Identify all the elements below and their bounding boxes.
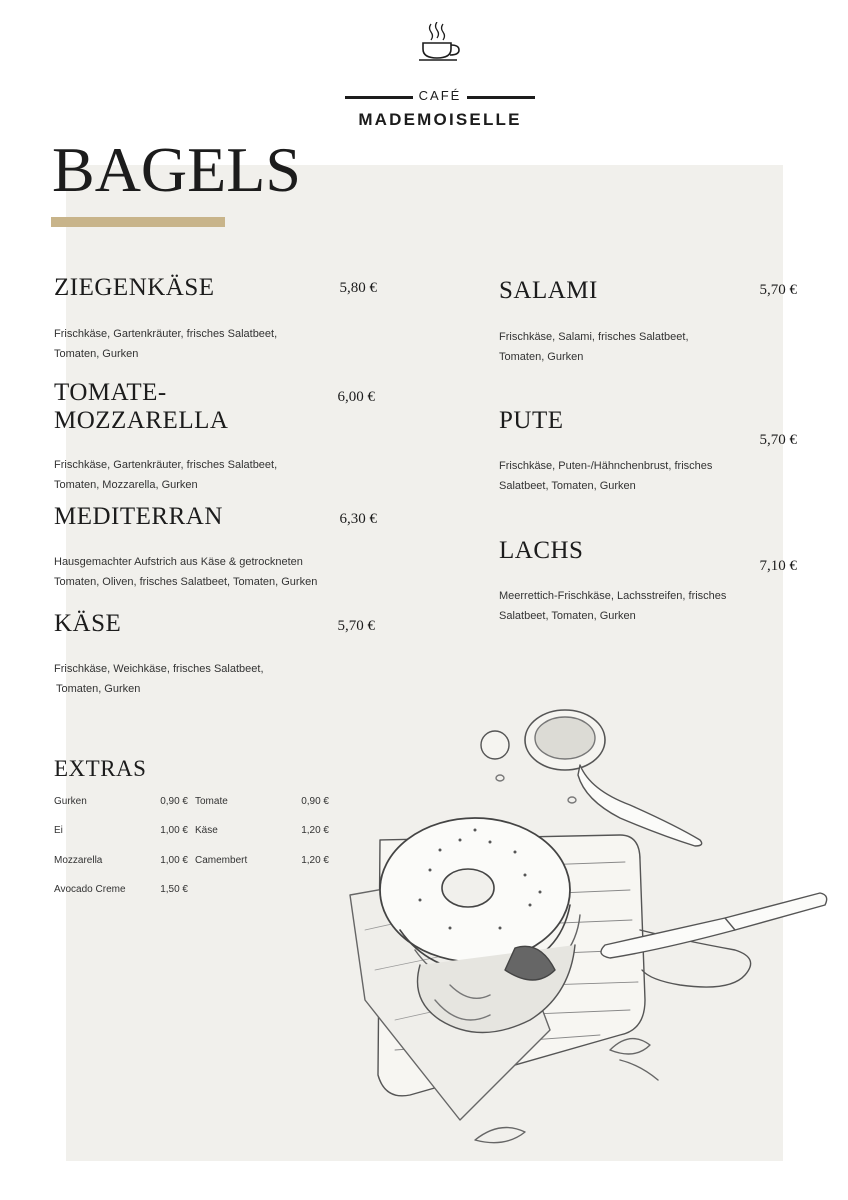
- page-title: BAGELS: [52, 134, 301, 205]
- extra-price: 0,90 €: [301, 796, 329, 807]
- item-price-pute: 5,70 €: [759, 432, 797, 448]
- extra-name: Ei: [54, 825, 63, 836]
- desc-line: Frischkäse, Puten-/Hähnchenbrust, frisches: [499, 460, 713, 472]
- item-desc-salami: [499, 327, 689, 367]
- brand-name: MADEMOISELLE: [358, 110, 522, 129]
- desc-line: Tomaten, Gurken: [54, 348, 139, 360]
- item-desc-ziegenkaese: [54, 324, 277, 364]
- extra-name: Gurken: [54, 796, 87, 807]
- item-name-ziegenkaese: ZIEGENKÄSE: [54, 274, 215, 301]
- desc-line: Tomaten, Mozzarella, Gurken: [54, 479, 198, 491]
- item-name-mediterran: MEDITERRAN: [54, 503, 223, 530]
- extras-title: EXTRAS: [54, 756, 147, 781]
- item-name-line: MOZZARELLA: [54, 407, 229, 434]
- item-price-mediterran: 6,30 €: [339, 511, 377, 527]
- item-desc-lachs: [499, 586, 726, 626]
- desc-line: Hausgemachter Aufstrich aus Käse & getrockneten: [54, 556, 303, 568]
- extra-name: Camembert: [195, 855, 248, 866]
- item-name-salami: SALAMI: [499, 277, 598, 304]
- item-name-tomate-mozzarella: [54, 379, 228, 435]
- extra-name: Mozzarella: [54, 855, 103, 866]
- desc-line: Tomaten, Gurken: [499, 351, 584, 363]
- desc-line: Frischkäse, Weichkäse, frisches Salatbeet,: [54, 663, 264, 675]
- desc-line: Frischkäse, Gartenkräuter, frisches Salatbeet,: [54, 459, 278, 471]
- item-name-line: TOMATE-: [54, 379, 167, 406]
- extra-price: 1,20 €: [301, 855, 329, 866]
- bagel-board-illustration: [340, 700, 840, 1160]
- desc-line: Frischkäse, Salami, frisches Salatbeet,: [499, 331, 689, 343]
- brand-top: CAFÉ: [418, 88, 462, 103]
- item-desc-pute: [499, 456, 712, 496]
- item-price-salami: 5,70 €: [759, 282, 797, 298]
- extra-name: Avocado Creme: [54, 884, 126, 895]
- desc-line: Tomaten, Oliven, frisches Salatbeet, Tomaten, Gurken: [54, 576, 318, 588]
- brand-logo: [343, 18, 537, 129]
- item-price-tomate-mozzarella: 6,00 €: [337, 389, 375, 405]
- desc-line: Frischkäse, Gartenkräuter, frisches Salatbeet,: [54, 328, 278, 340]
- item-desc-kaese: [54, 659, 264, 699]
- item-desc-mediterran: [54, 552, 317, 592]
- extra-name: Tomate: [195, 796, 228, 807]
- item-name-pute: PUTE: [499, 407, 564, 434]
- extra-price: 1,00 €: [160, 825, 188, 836]
- extra-price: 1,20 €: [301, 825, 329, 836]
- extra-price: 1,00 €: [160, 855, 188, 866]
- extra-price: 1,50 €: [160, 884, 188, 895]
- desc-line: Salatbeet, Tomaten, Gurken: [499, 480, 636, 492]
- desc-line: Tomaten, Gurken: [56, 683, 141, 695]
- item-desc-tomate-mozzarella: [54, 455, 277, 495]
- item-price-kaese: 5,70 €: [337, 618, 375, 634]
- item-price-lachs: 7,10 €: [759, 558, 797, 574]
- item-name-lachs: LACHS: [499, 537, 584, 564]
- coffee-cup-icon: [417, 22, 463, 62]
- desc-line: Salatbeet, Tomaten, Gurken: [499, 610, 636, 622]
- title-underline: [51, 217, 225, 227]
- desc-line: Meerrettich-Frischkäse, Lachsstreifen, frisches: [499, 590, 727, 602]
- item-name-kaese: KÄSE: [54, 610, 122, 637]
- extra-price: 0,90 €: [160, 796, 188, 807]
- extra-name: Käse: [195, 825, 218, 836]
- item-price-ziegenkaese: 5,80 €: [339, 280, 377, 296]
